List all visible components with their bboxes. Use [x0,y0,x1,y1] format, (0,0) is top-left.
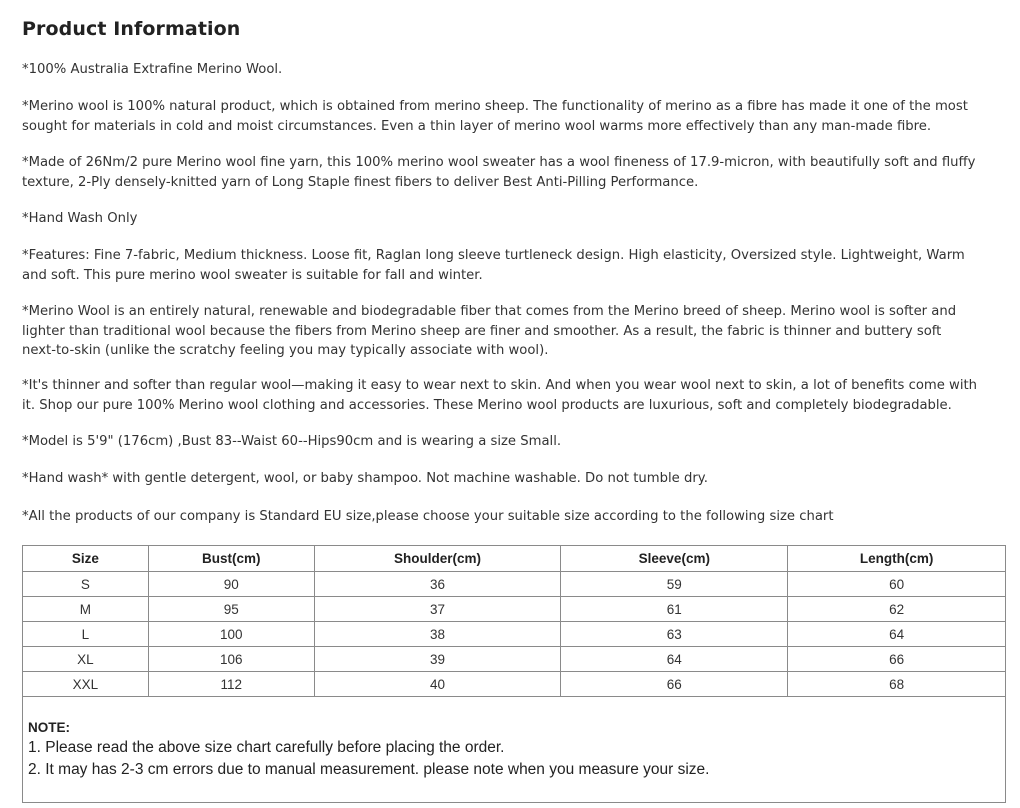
table-cell: 100 [148,622,314,647]
table-row [23,647,1006,672]
table-cell: 106 [148,647,314,672]
paragraph-hand-wash [22,209,1012,229]
paragraph-line: *It's thinner and softer than regular wool—making it easy to wear next to skin. And when you wear wool next to skin, a lot of benefits come with [22,378,978,393]
paragraph-line: *Merino wool is 100% natural product, which is obtained from merino sheep. The functionality of merino as a fibre has made it one of the most [22,99,968,114]
table-cell: 62 [788,597,1006,622]
table-cell: 59 [561,572,788,597]
table-cell: 64 [788,622,1006,647]
paragraph-merino-natural [22,97,1012,136]
table-cell: 36 [314,572,561,597]
table-row [23,597,1006,622]
paragraph-merino-fiber [22,302,1012,361]
table-cell: 60 [788,572,1006,597]
note-line-1: 1. Please read the above size chart carefully before placing the order. [28,739,505,756]
table-cell: 37 [314,597,561,622]
table-cell: 39 [314,647,561,672]
table-row [23,572,1006,597]
paragraph-line: lighter than traditional wool because the fibers from Merino sheep are finer and smoother. As a result, the fabric is thinner and buttery soft [22,323,942,339]
paragraph-line: *Features: Fine 7-fabric, Medium thickness. Loose fit, Raglan long sleeve turtleneck design. High elasticity, Oversized style. Lightweight, Warm [22,248,965,263]
table-cell: XL [23,647,149,672]
paragraph-care [22,469,1012,489]
table-cell: 90 [148,572,314,597]
table-header-row [23,546,1006,572]
column-header-shoulder: Shoulder(cm) [314,546,561,572]
paragraph-line: *Made of 26Nm/2 pure Merino wool fine yarn, this 100% merino wool sweater has a wool fineness of 17.9-micron, with beautifully soft and fluffy [22,155,976,170]
paragraph-line: *Merino Wool is an entirely natural, renewable and biodegradable fiber that comes from the Merino breed of sheep. Merino wool is softer and [22,304,957,319]
column-header-size: Size [23,546,149,572]
paragraph-features [22,246,1012,285]
column-header-bust: Bust(cm) [148,546,314,572]
paragraph-line: *Hand Wash Only [22,211,138,226]
paragraph-line: it. Shop our pure 100% Merino wool clothing and accessories. These Merino wool products are luxurious, soft and completely biodegradable. [22,397,952,413]
table-cell: 68 [788,672,1006,697]
table-row [23,672,1006,697]
table-cell: XXL [23,672,149,697]
table-cell: M [23,597,149,622]
paragraph-line: and soft. This pure merino wool sweater is suitable for fall and winter. [22,267,483,283]
paragraph-line: texture, 2-Ply densely-knitted yarn of Long Staple finest fibers to deliver Best Anti-Pilling Performance. [22,174,699,190]
paragraph-line: *All the products of our company is Standard EU size,please choose your suitable size according to the following size chart [22,509,834,524]
note-box [22,696,1006,803]
table-cell: 112 [148,672,314,697]
table-cell: 61 [561,597,788,622]
note-line-2: 2. It may has 2-3 cm errors due to manual measurement. please note when you measure your size. [28,761,710,778]
table-cell: 66 [788,647,1006,672]
size-chart-table [22,545,1006,697]
paragraph-model [22,432,1012,452]
column-header-sleeve: Sleeve(cm) [561,546,788,572]
paragraph-material [22,60,1012,80]
table-cell: 63 [561,622,788,647]
table-cell: 40 [314,672,561,697]
paragraph-line: *Hand wash* with gentle detergent, wool, or baby shampoo. Not machine washable. Do not tumble dry. [22,471,708,486]
table-cell: 95 [148,597,314,622]
paragraph-size-info [22,507,1012,527]
table-cell: 66 [561,672,788,697]
table-cell: S [23,572,149,597]
page-title: Product Information [22,18,241,40]
column-header-length: Length(cm) [788,546,1006,572]
paragraph-line: sought for materials in cold and moist circumstances. Even a thin layer of merino wool warms more effectively than any man-made fibre. [22,118,932,134]
table-cell: 38 [314,622,561,647]
paragraph-thinner [22,376,1012,415]
table-cell: 64 [561,647,788,672]
paragraph-line: *Model is 5'9" (176cm) ,Bust 83--Waist 60--Hips90cm and is wearing a size Small. [22,434,562,449]
note-title: NOTE: [28,720,70,735]
paragraph-yarn [22,153,1012,192]
table-cell: L [23,622,149,647]
paragraph-line: next-to-skin (unlike the scratchy feeling you may typically associate with wool). [22,343,549,358]
table-row [23,622,1006,647]
paragraph-line: *100% Australia Extrafine Merino Wool. [22,62,283,77]
